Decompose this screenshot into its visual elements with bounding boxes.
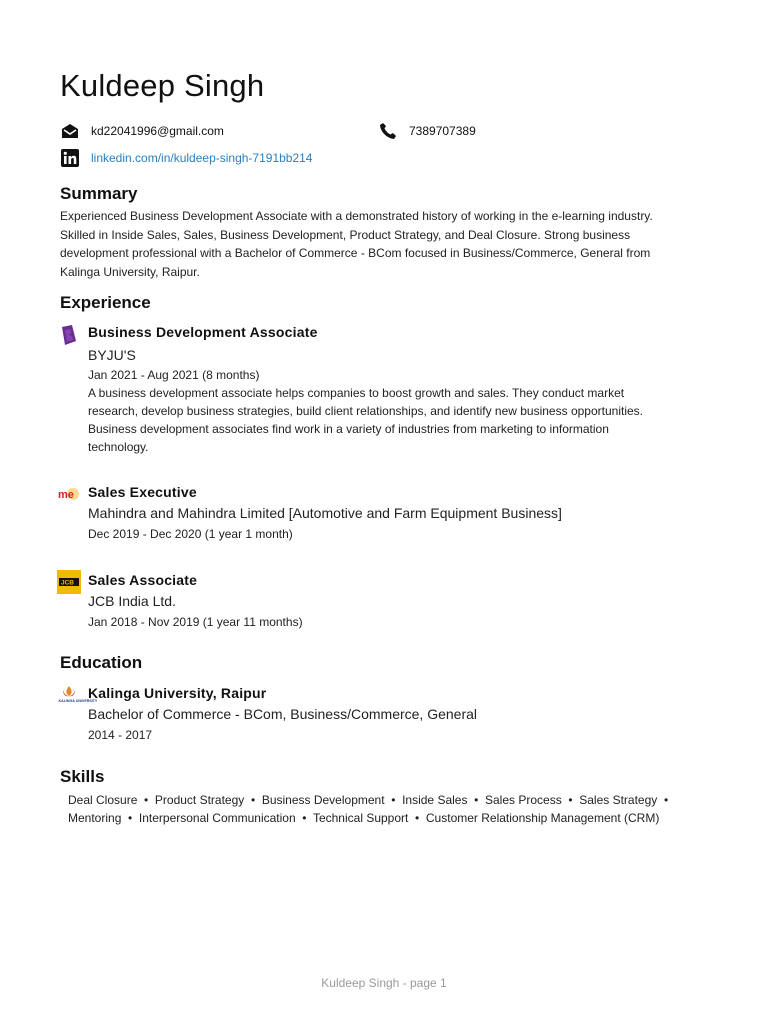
- mahindra-logo-icon: [57, 484, 81, 508]
- experience-heading: Experience: [60, 293, 151, 312]
- education-dates: 2014 - 2017: [88, 728, 153, 742]
- summary-text: Experienced Business Development Associate with a demonstrated history of working in the e-learning industry. Skilled in Inside Sales, Sales, Business Development, Product Strategy, and Deal Closure. Strong business development professional with a Bachelor of Commerce - BCom focused in Business/Commerce, General from Kalinga University, Raipur.: [60, 209, 653, 279]
- employment-dates: Dec 2019 - Dec 2020 (1 year 1 month): [88, 527, 293, 541]
- linkedin-icon: [60, 149, 80, 167]
- kalinga-logo-text: KALINGA UNIVERSITY: [58, 699, 98, 703]
- jcb-logo-icon: [57, 570, 81, 594]
- envelope-icon: [60, 122, 80, 140]
- candidate-name: Kuldeep Singh: [60, 68, 265, 103]
- email-contact: [60, 122, 224, 140]
- linkedin-contact: [60, 149, 312, 167]
- byjus-logo-icon: [57, 324, 81, 348]
- email-text[interactable]: kd22041996@gmail.com: [91, 124, 224, 138]
- degree-name: Bachelor of Commerce - BCom, Business/Commerce, General: [88, 706, 478, 722]
- mahindra-logo-text: me: [58, 489, 74, 501]
- summary-heading: Summary: [60, 184, 138, 203]
- role-title: Sales Executive: [88, 484, 197, 500]
- phone-contact: [378, 122, 476, 140]
- company-name: Mahindra and Mahindra Limited [Automotive and Farm Equipment Business]: [88, 505, 562, 521]
- page-footer: Kuldeep Singh - page 1: [321, 976, 447, 990]
- phone-text[interactable]: 7389707389: [409, 124, 476, 138]
- role-title: Sales Associate: [88, 572, 198, 588]
- employment-dates: Jan 2021 - Aug 2021 (8 months): [88, 368, 260, 382]
- phone-icon: [378, 122, 398, 140]
- company-name: JCB India Ltd.: [88, 593, 176, 609]
- jcb-logo-text: JCB: [61, 579, 75, 587]
- education-heading: Education: [60, 653, 143, 672]
- company-name: BYJU'S: [88, 347, 136, 363]
- school-name: Kalinga University, Raipur: [88, 685, 267, 701]
- role-title: Business Development Associate: [88, 324, 318, 340]
- employment-dates: Jan 2018 - Nov 2019 (1 year 11 months): [88, 615, 303, 629]
- kalinga-logo-icon: [57, 684, 98, 708]
- linkedin-link[interactable]: linkedin.com/in/kuldeep-singh-7191bb214: [91, 151, 313, 165]
- skills-list: Deal Closure • Product Strategy • Business Development • Inside Sales • Sales Process • Sales Strategy • Mentoring • Interpersonal Communication • Technical Support • Customer Relationship Management (CRM): [68, 793, 675, 825]
- role-description: A business development associate helps companies to boost growth and sales. They conduct market research, develop business strategies, build client relationships, and identify new business opportunities. Business development associates find work in a variety of industries from marketing to information technology.: [88, 386, 643, 454]
- skills-heading: Skills: [60, 767, 105, 786]
